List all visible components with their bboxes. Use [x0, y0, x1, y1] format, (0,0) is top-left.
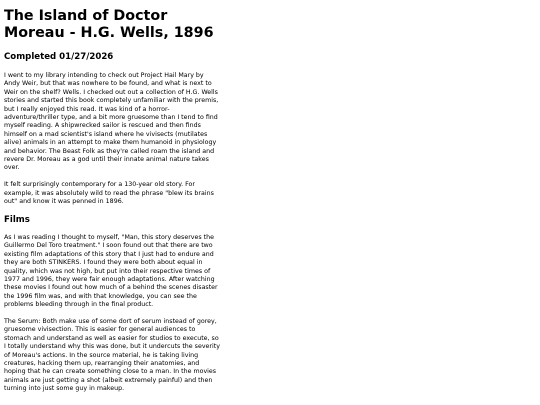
paragraph-intro-1: I went to my library intending to check out Project Hail Mary by Andy Weir, but that was nowhere to be found, and what is next to Weir on the shelf? Wells. I checked out out a collection of H.G. Wells stories and started this book completely unfamiliar with the premis, but I really enjoyed this read. It was kind of a horror-adventure/thriller type, and a bit more gruesome than I tend to find myself reading. A shipwrecked sailor is rescued and then finds himself on a mad scientist's island where he vivisects (mutilates alive) animals in an attempt to make them humanoid in physiology and behavior. The Beast Folk as they're called roam the island and revere Dr. Moreau as a god until their innate animal nature takes over. [4, 72, 219, 172]
completed-date: Completed 01/27/2026 [4, 52, 114, 62]
page-title: The Island of Doctor Moreau - H.G. Wells, 1896 [4, 8, 214, 41]
paragraph-films-1: As I was reading I thought to myself, "Man, this story deserves the Guillermo Del Toro treatment." I soon found out that there are two existing film adaptations of this story that I just had to endure and they are both STINKERS. I found they were both about equal in quality, which was not high, but put into their respective times of 1977 and 1996, they were fair enough adaptations. After watching these movies I found out how much of a behind the scenes disaster the 1996 film was, and with that knowledge, you can see the problems bleeding through in the final product. [4, 233, 218, 309]
section-heading-films: Films [4, 214, 30, 225]
paragraph-films-2: The Serum: Both make use of some dort of serum instead of gorey, gruesome vivisection. This is easier for general audiences to stomach and understand as well as easier for studios to execute, so I totally understand why this was done, but it undercuts the severity of Moreau's actions. In the source material, he is taking living creatures, hacking them up, rearranging their anatomies, and hoping that he can create something close to a man. In the movies animals are just getting a shot (albeit extremely painful) and then turning into just some guy in makeup. [4, 317, 220, 393]
article [4, 8, 220, 402]
paragraph-intro-2: It felt surprisingly contemporary for a 130-year old story. For example, it was absolutely wild to read the phrase "blew its brains out" and know it was penned in 1896. [4, 181, 214, 206]
